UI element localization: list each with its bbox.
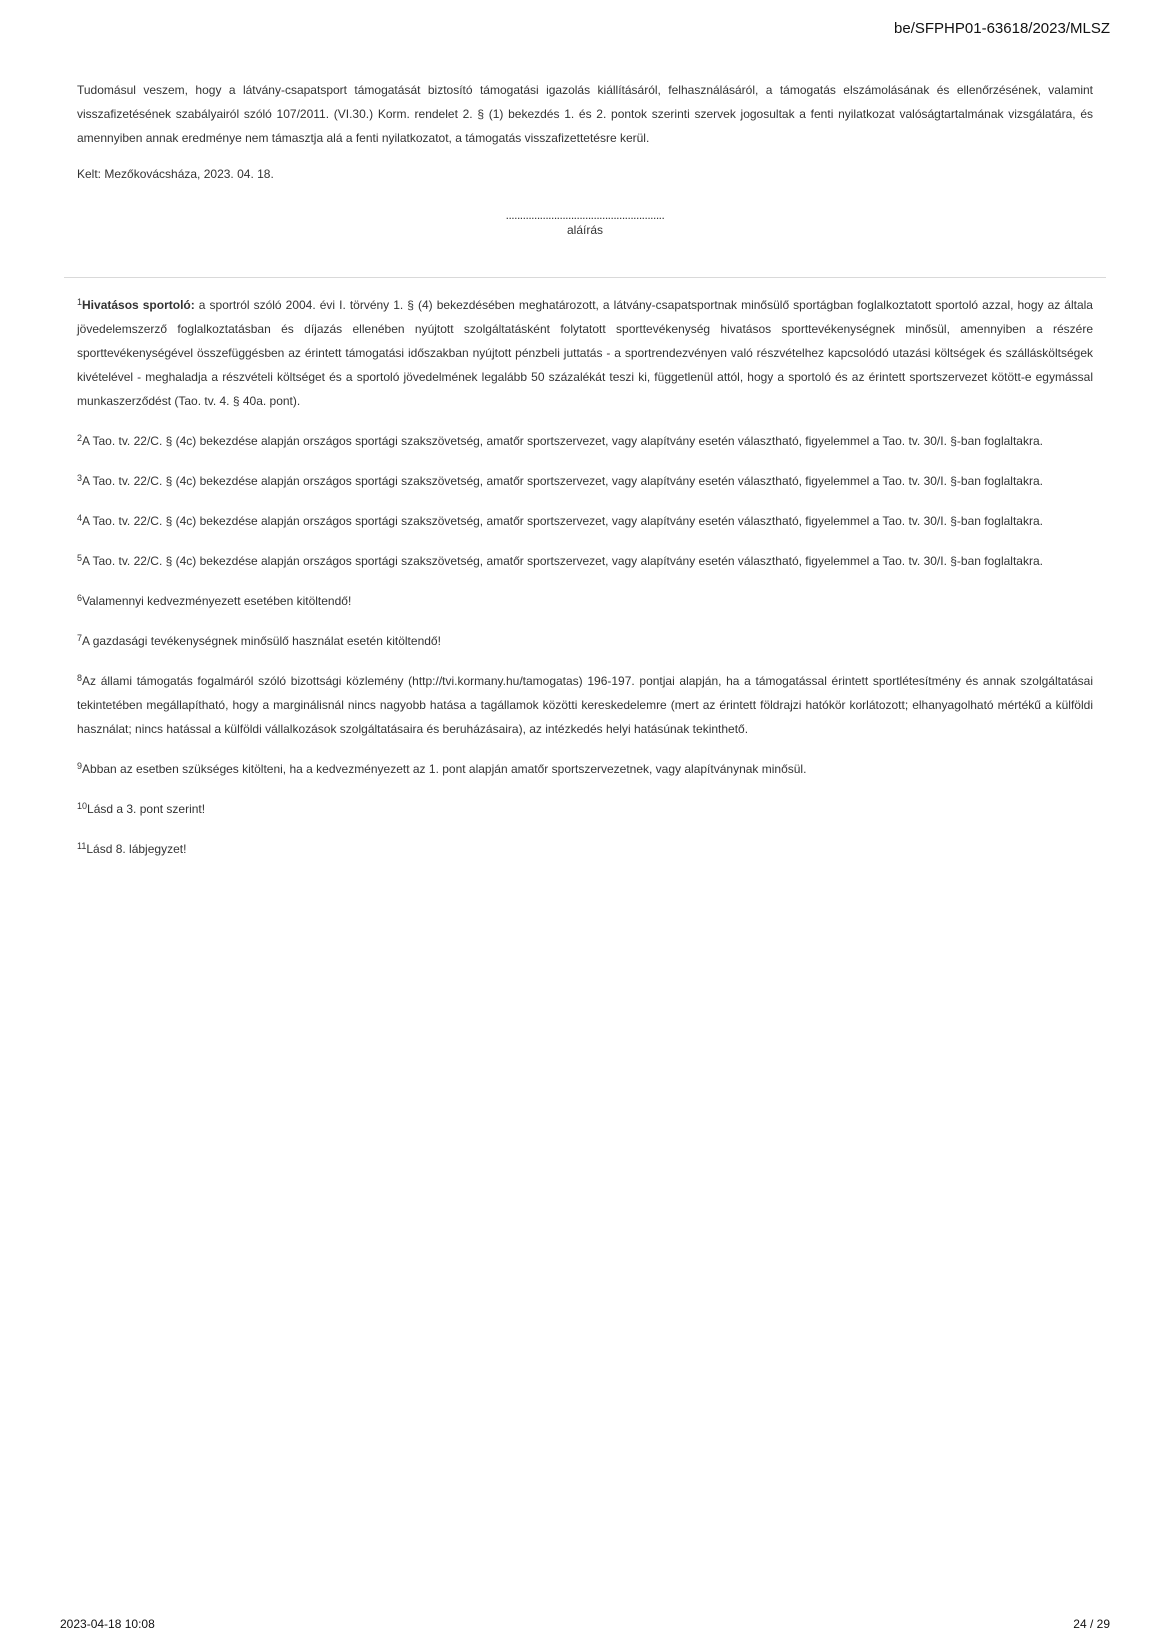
footnote-text: Lásd 8. lábjegyzet!: [86, 842, 187, 856]
footnote-divider: [64, 277, 1106, 278]
footnote: [77, 589, 1093, 613]
footnote-number: 9: [77, 761, 83, 771]
footnote-text: A Tao. tv. 22/C. § (4c) bekezdése alapján országos sportági szakszövetség, amatőr sportszervezet, vagy alapítvány esetén választható, figyelemmel a Tao. tv. 30/I. §-ban foglaltakra.: [82, 514, 1043, 528]
footnote-text: Abban az esetben szükséges kitölteni, ha a kedvezményezett az 1. pont alapján amatőr sportszervezetnek, vagy alapítványnak minősül.: [82, 762, 807, 776]
footnote-text: A Tao. tv. 22/C. § (4c) bekezdése alapján országos sportági szakszövetség, amatőr sportszervezet, vagy alapítvány esetén választható, figyelemmel a Tao. tv. 30/I. §-ban foglaltakra.: [82, 474, 1043, 488]
footnote-number: 11: [77, 841, 87, 851]
footnote: [77, 797, 1093, 821]
footnote-number: 4: [77, 513, 83, 523]
footnote-text: A gazdasági tevékenységnek minősülő használat esetén kitöltendő!: [82, 634, 441, 648]
footnote-number: 10: [77, 801, 88, 811]
footnote-number: 2: [77, 433, 83, 443]
footnote-text: Valamennyi kedvezményezett esetében kitöltendő!: [82, 594, 352, 608]
signature-dotted-line: ........................................................: [505, 208, 665, 222]
footnote: [77, 429, 1093, 453]
footnote: [77, 469, 1093, 493]
footnote-text: a sportról szóló 2004. évi I. törvény 1. § (4) bekezdésében meghatározott, a látvány-csapatsportnak minősülő sportágban foglalkoztatott sportoló azzal, hogy az általa jövedelemszerző foglalkoztatásban és díjazás ellenében nyújtott szolgáltatásként folytatott sporttevékenység hivatásos sporttevékenységnek minősül, amennyiben a részére sporttevékenységével összefüggésben az érintett támogatási időszakban nyújtott pénzbeli juttatás - a sportrendezvényen való részvételhez kapcsolódó utazási költségek és szállásköltségek kivételével - meghaladja a részvételi költséget és a sportoló jövedelmének legalább 50 százalékát teszi ki, függetlenül attól, hogy a sportoló és az érintett sportszervezet kötött-e egymással munkaszerződést (Tao. tv. 4. § 40a. pont).: [77, 298, 1093, 408]
footnote: [77, 293, 1093, 413]
signature-label: aláírás: [566, 223, 604, 237]
footnote: [77, 629, 1093, 653]
footer-page-number: 24 / 29: [1073, 1617, 1110, 1631]
document-id: be/SFPHP01-63618/2023/MLSZ: [894, 20, 1110, 37]
footnote-number: 3: [77, 473, 83, 483]
footnote: [77, 549, 1093, 573]
footnote-number: 6: [77, 593, 83, 603]
footnote-text: Az állami támogatás fogalmáról szóló bizottsági közlemény (http://tvi.kormany.hu/tamogatas) 196-197. pontjai alapján, ha a támogatással érintett sportlétesítmény és annak szolgáltatásai tekintetében megállapítható, hogy a marginálisnál nincs nagyobb hatása a tagállamok közötti kereskedelemre (mert az érintett földrajzi hatókör korlátozott; elhanyagolható mértékű a külföldi használat; nincs hatással a külföldi vállalkozások szolgáltatásaira és beruházásaira), az intézkedés helyi hatásúnak tekinthető.: [77, 674, 1093, 736]
footnote: [77, 509, 1093, 533]
signature-block: [77, 208, 1093, 238]
footnote-number: 5: [77, 553, 83, 563]
footnote-text: A Tao. tv. 22/C. § (4c) bekezdése alapján országos sportági szakszövetség, amatőr sportszervezet, vagy alapítvány esetén választható, figyelemmel a Tao. tv. 30/I. §-ban foglaltakra.: [82, 434, 1043, 448]
footnote-text: A Tao. tv. 22/C. § (4c) bekezdése alapján országos sportági szakszövetség, amatőr sportszervezet, vagy alapítvány esetén választható, figyelemmel a Tao. tv. 30/I. §-ban foglaltakra.: [82, 554, 1043, 568]
footnotes-list: [77, 293, 1093, 877]
footnote: [77, 837, 1093, 861]
footnote-number: 8: [77, 673, 83, 683]
footnote-text: Lásd a 3. pont szerint!: [87, 802, 206, 816]
footnote: [77, 669, 1093, 741]
declaration-section: [77, 78, 1093, 238]
footnote-number: 1: [77, 297, 83, 307]
declaration-text: Tudomásul veszem, hogy a látvány-csapatsport támogatását biztosító támogatási igazolás kiállításáról, felhasználásáról, a támogatás elszámolásának és ellenőrzésének, valamint visszafizetésének szabályairól szóló 107/2011. (VI.30.) Korm. rendelet 2. § (1) bekezdés 1. és 2. pontok szerinti szervek jogosultak a fenti nyilatkozat valóságtartalmának vizsgálatára, és amennyiben annak eredménye nem támasztja alá a fenti nyilatkozatot, a támogatás visszafizettetésre kerül.: [77, 83, 1093, 145]
date-place-line: Kelt: Mezőkovácsháza, 2023. 04. 18.: [77, 167, 274, 181]
footer-timestamp: 2023-04-18 10:08: [60, 1617, 155, 1631]
footnote: [77, 757, 1093, 781]
footnote-number: 7: [77, 633, 83, 643]
footnote-term: Hivatásos sportoló:: [82, 298, 195, 312]
